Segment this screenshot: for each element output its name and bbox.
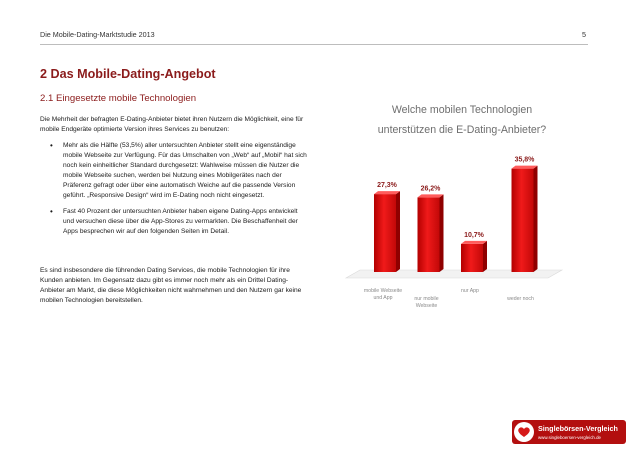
bar (512, 169, 534, 272)
category-label: nur App (461, 288, 479, 294)
bar-side (396, 191, 400, 272)
data-label: 27,3% (377, 182, 397, 190)
closing-paragraph: Es sind insbesondere die führenden Dating Services, die mobile Technologien für ihre Kunden anbieten. Im Gegensatz dazu gibt es immer noch mehr als ein Drittel Dating-Anbieter am Markt, die diese Möglichkeiten nicht wahrnehmen und den Nutzern gar keine mobilen Technologien bereitstellen. (40, 267, 302, 304)
section-subheading: 2.1 Eingesetzte mobile Technologien (40, 93, 197, 104)
bar (461, 244, 483, 272)
heart-icon (514, 422, 534, 442)
bar (374, 194, 396, 272)
bullet-text: Fast 40 Prozent der untersuchten Anbieter haben eigene Dating-Apps entwickelt und versuchen diese über die App-Stores zu vermarkten. Die Beschaffenheit der Apps besprechen wir auf den folgenden Seiten im Detail. (63, 208, 298, 235)
bar-side (534, 166, 538, 272)
data-label: 35,8% (514, 156, 535, 164)
bullet-text: Mehr als die Hälfte (53,5%) aller untersuchten Anbieter stellt eine eigenständige mobile Webseite zur Verfügung. Für das Umschalten von „Web“ auf „Mobil“ hat sich noch kein einheitlicher Standard durchgesetzt: Wahlweise müssen die Nutzer die mobile Webseite suchen, werden bei Nutzung eines Mobilgerätes nach der Präferenz gefragt oder über eine automatisch Weiche auf die passende Version geführt. „Responsive Design“ wird im E-Dating noch nicht eingesetzt. (63, 142, 307, 199)
category-label: weder noch (507, 296, 534, 302)
bar-side (440, 194, 444, 272)
data-label: 26,2% (420, 185, 441, 193)
bullet-icon: • (50, 207, 53, 216)
bar-top (418, 194, 444, 197)
logo-name: Singlebörsen-Vergleich (538, 424, 618, 433)
intro-paragraph: Die Mehrheit der befragten E-Dating-Anbieter bietet ihren Nutzern die Möglichkeit, eine für mobile Endgeräte optimierte Version ihres Services zu benutzen: (40, 116, 304, 133)
logo-url: www.singleboersen-vergleich.de (538, 435, 601, 440)
bar (418, 197, 440, 272)
chart-title: Welche mobilen Technologien unterstützen die E-Dating-Anbieter? (377, 104, 547, 136)
bar-side (483, 241, 487, 272)
category-label: mobile Webseite und App (363, 288, 403, 301)
section-heading: 2 Das Mobile-Dating-Angebot (40, 67, 216, 81)
page-number: 5 (582, 30, 586, 39)
brand-logo (512, 420, 626, 444)
data-label: 10,7% (464, 231, 484, 239)
bar-top (512, 166, 538, 169)
bar-top (374, 191, 400, 194)
category-label: nur mobile Webseite (414, 296, 439, 309)
bullet-icon: • (50, 141, 53, 150)
bar-top (461, 241, 487, 244)
document-header-title: Die Mobile-Dating-Marktstudie 2013 (40, 30, 155, 39)
